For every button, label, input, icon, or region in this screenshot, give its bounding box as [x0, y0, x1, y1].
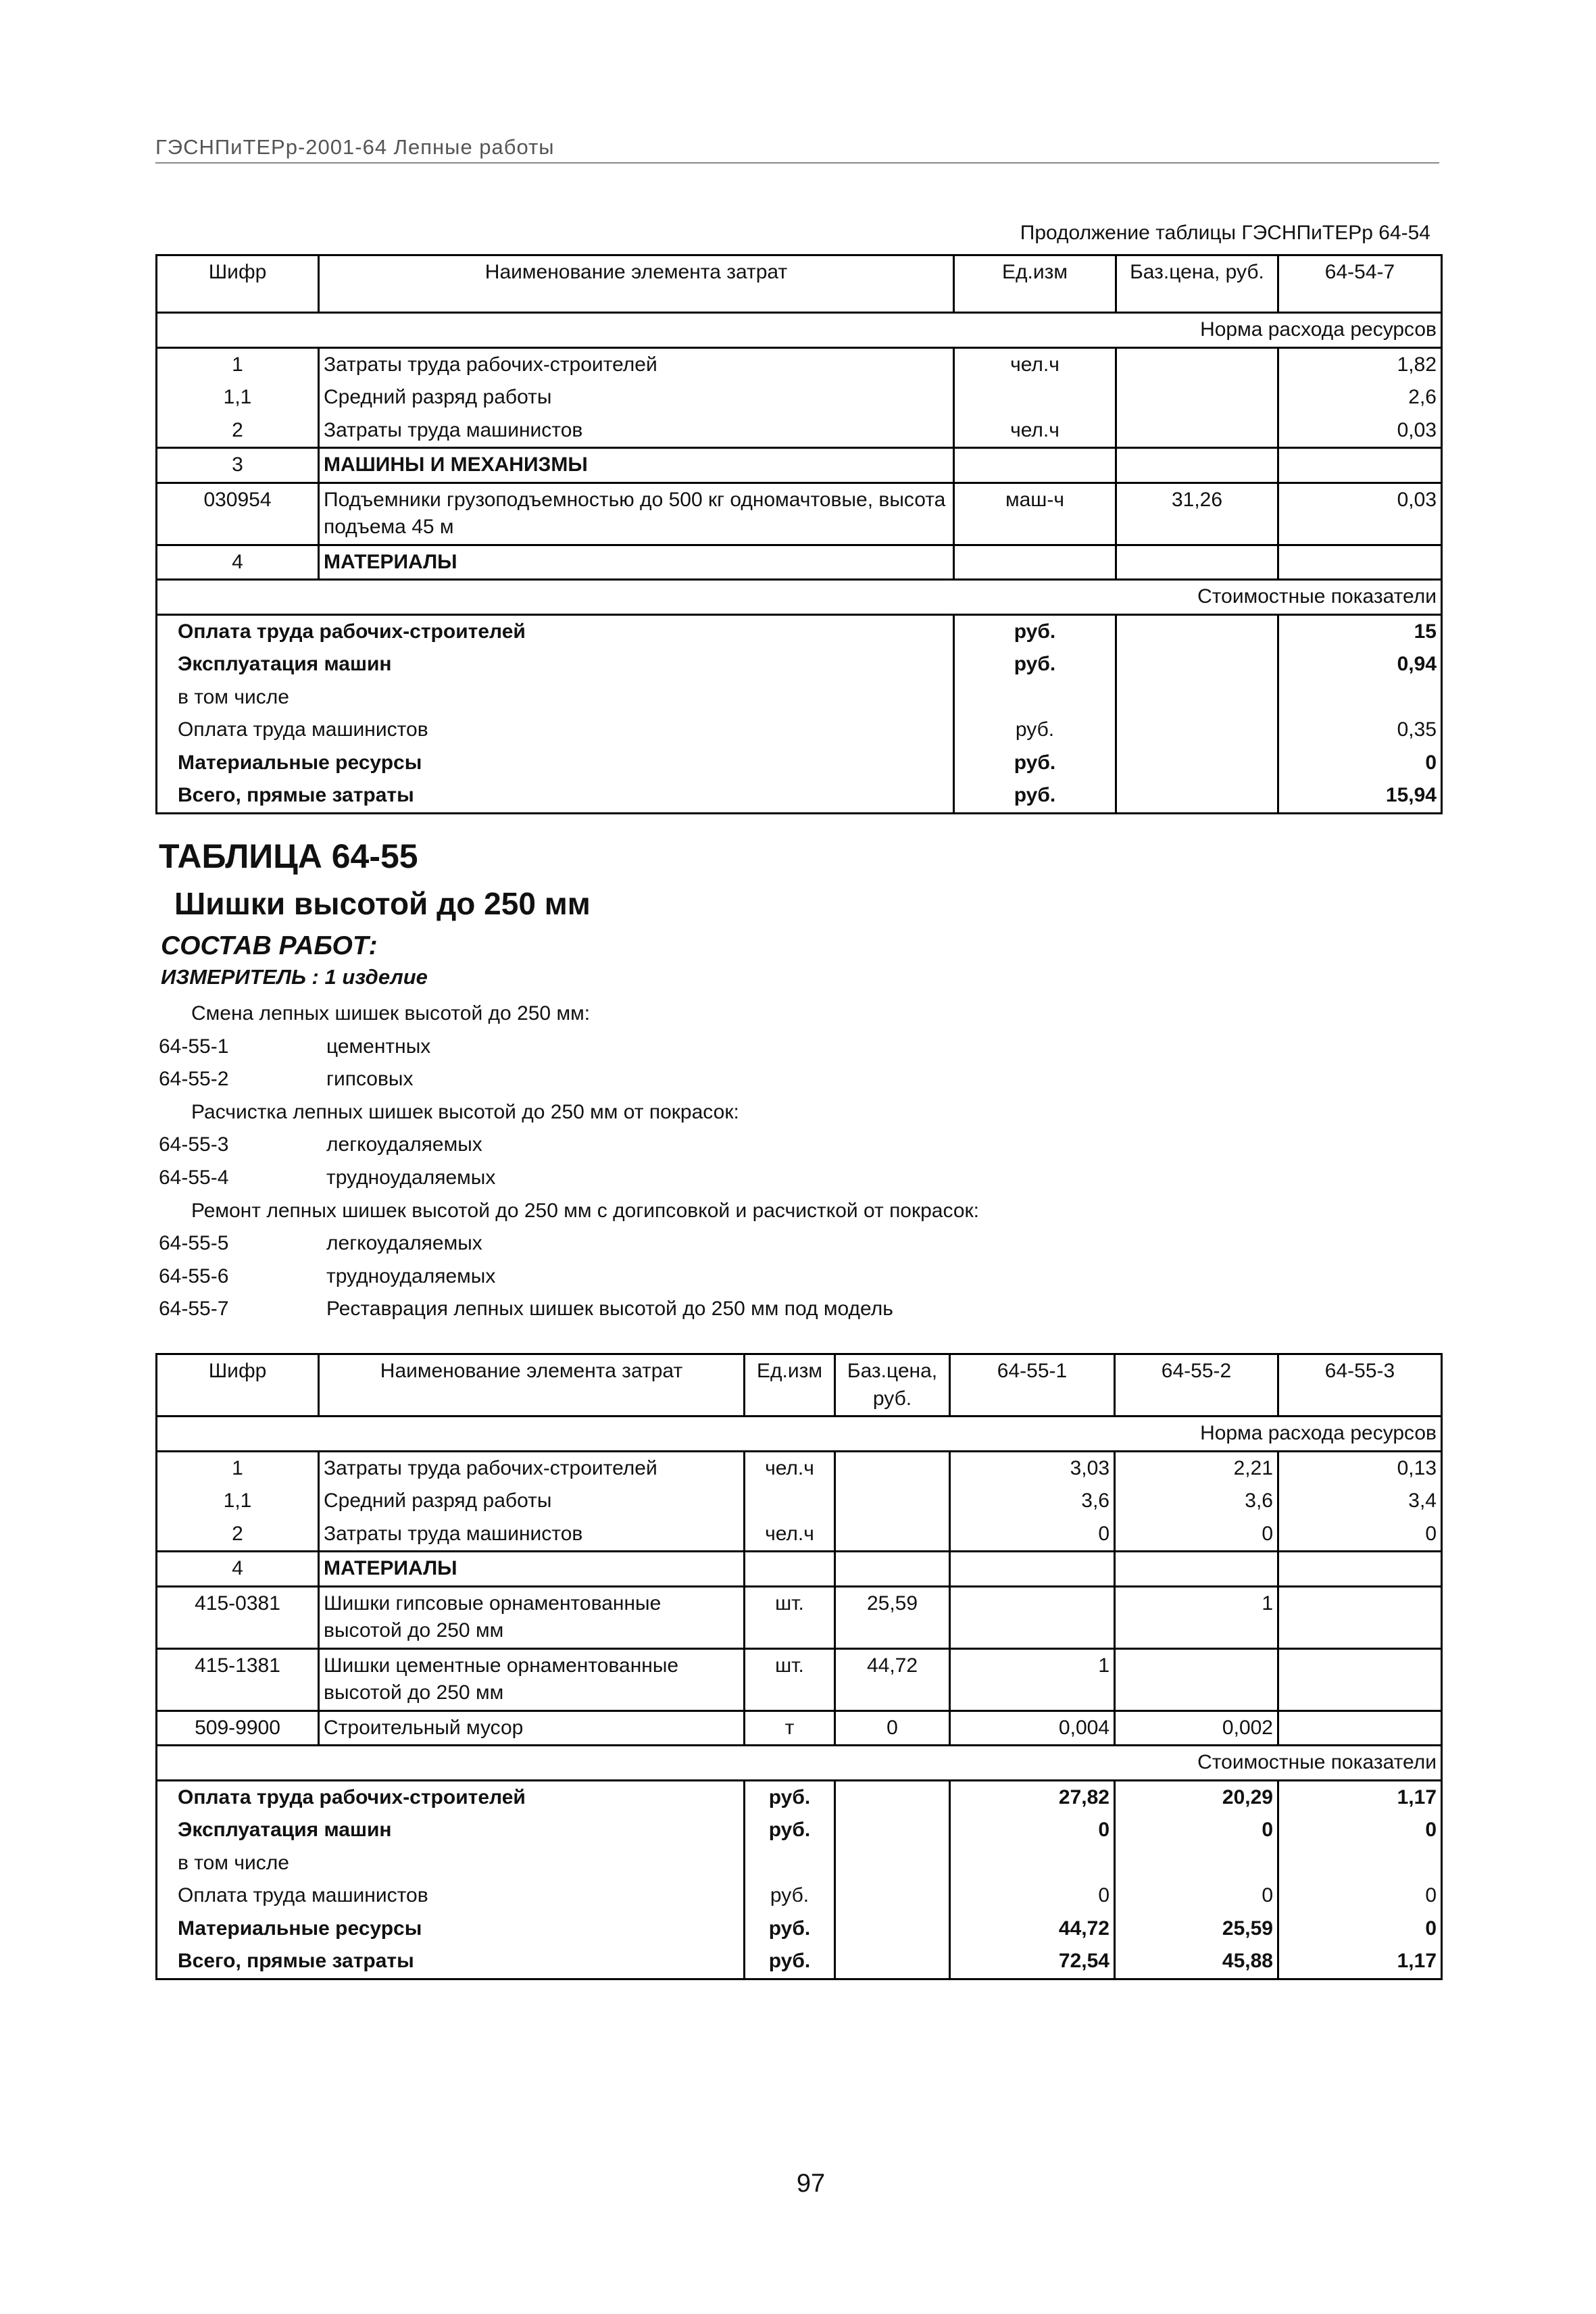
header-name: Наименование элемента затрат	[319, 1354, 745, 1417]
cost-value: 0	[950, 1879, 1115, 1913]
work-group: Расчистка лепных шишек высотой до 250 мм от покрасок:	[191, 1100, 739, 1123]
cell-name: Подъемники грузоподъемностью до 500 кг одномачтовые, высота подъема 45 м	[319, 483, 954, 545]
cost-name: в том числе	[157, 1847, 745, 1880]
cell-code: 3	[157, 448, 319, 483]
cost-value: 0	[1278, 1814, 1442, 1847]
work-item-text: цементных	[326, 1035, 431, 1058]
cost-price	[1116, 648, 1278, 681]
cell-value: 0,002	[1115, 1710, 1278, 1746]
cost-unit	[745, 1847, 835, 1880]
cost-row	[157, 1913, 1442, 1946]
cell-unit	[954, 545, 1116, 580]
cost-row	[157, 779, 1442, 813]
cell-name: Затраты труда машинистов	[319, 1518, 745, 1552]
work-item-text: легкоудаляемых	[326, 1133, 482, 1156]
cost-price	[1116, 614, 1278, 648]
cost-row	[157, 681, 1442, 714]
resource-table-64-55	[155, 1353, 1443, 1980]
cell-value	[1278, 545, 1442, 580]
cell-unit	[954, 381, 1116, 414]
work-item	[159, 1129, 1429, 1162]
norm-label: Норма расхода ресурсов	[157, 313, 1442, 348]
cost-value: 0	[1278, 1913, 1442, 1946]
cost-name: Эксплуатация машин	[157, 1814, 745, 1847]
resource-table-64-54	[155, 254, 1443, 814]
table-row	[157, 1648, 1442, 1710]
cost-row	[157, 1814, 1442, 1847]
work-item-text: трудноудаляемых	[326, 1264, 496, 1287]
cell-price	[835, 1518, 950, 1552]
table-row	[157, 1586, 1442, 1648]
table-title: ТАБЛИЦА 64-55	[159, 837, 418, 875]
cell-value: 3,6	[950, 1485, 1115, 1518]
cost-value: 45,88	[1115, 1945, 1278, 1979]
cell-unit	[745, 1552, 835, 1587]
cost-value: 0	[950, 1814, 1115, 1847]
cell-value: 3,03	[950, 1451, 1115, 1485]
cell-unit: чел.ч	[954, 347, 1116, 381]
cell-value: 1	[1115, 1586, 1278, 1648]
table-row	[157, 483, 1442, 545]
cost-label: Стоимостные показатели	[157, 1746, 1442, 1781]
cost-price	[835, 1847, 950, 1880]
cell-value	[1278, 1710, 1442, 1746]
cost-name: Оплата труда машинистов	[157, 1879, 745, 1913]
cell-unit: т	[745, 1710, 835, 1746]
header-base-price: Баз.цена, руб.	[835, 1354, 950, 1417]
cell-code: 030954	[157, 483, 319, 545]
cell-price	[1116, 347, 1278, 381]
work-group: Ремонт лепных шишек высотой до 250 мм с догипсовкой и расчисткой от покрасок:	[191, 1199, 979, 1222]
cell-value: 0,13	[1278, 1451, 1442, 1485]
cell-price: 31,26	[1116, 483, 1278, 545]
cost-name: Материальные ресурсы	[157, 1913, 745, 1946]
cell-name: Строительный мусор	[319, 1710, 745, 1746]
cost-price	[835, 1814, 950, 1847]
cell-name: Средний разряд работы	[319, 381, 954, 414]
cost-body	[157, 614, 1442, 813]
header-unit: Ед.изм	[745, 1354, 835, 1417]
cell-price	[1116, 381, 1278, 414]
cost-row	[157, 747, 1442, 780]
cell-code: 1,1	[157, 1485, 319, 1518]
cost-row	[157, 714, 1442, 747]
cell-unit: чел.ч	[745, 1451, 835, 1485]
cell-value: 2,21	[1115, 1451, 1278, 1485]
cell-value: 0,03	[1278, 483, 1442, 545]
cost-price	[1116, 714, 1278, 747]
work-item	[159, 1162, 1429, 1195]
cell-code: 4	[157, 545, 319, 580]
cell-price	[835, 1451, 950, 1485]
cell-value	[950, 1586, 1115, 1648]
cell-price	[1116, 414, 1278, 448]
cost-unit	[954, 681, 1116, 714]
cost-name: Всего, прямые затраты	[157, 779, 954, 813]
cost-name: Эксплуатация машин	[157, 648, 954, 681]
cell-code: 2	[157, 1518, 319, 1552]
cost-value: 20,29	[1115, 1780, 1278, 1814]
cost-unit: руб.	[745, 1780, 835, 1814]
table-row	[157, 1518, 1442, 1552]
cell-value: 3,6	[1115, 1485, 1278, 1518]
header-col-64-55-2: 64-55-2	[1115, 1354, 1278, 1417]
cost-name: в том числе	[157, 681, 954, 714]
cell-code: 1	[157, 1451, 319, 1485]
cell-price: 44,72	[835, 1648, 950, 1710]
page-number: 97	[796, 2169, 826, 2198]
work-item-code: 64-55-1	[159, 1035, 229, 1058]
cell-value	[1278, 1648, 1442, 1710]
cost-unit: руб.	[954, 747, 1116, 780]
cost-value: 0,35	[1278, 714, 1442, 747]
cost-value: 0	[1278, 1879, 1442, 1913]
cost-row	[157, 1879, 1442, 1913]
table-row	[157, 448, 1442, 483]
cost-unit: руб.	[954, 648, 1116, 681]
cell-name: Затраты труда рабочих-строителей	[319, 1451, 745, 1485]
cell-price: 0	[835, 1710, 950, 1746]
cell-value	[1115, 1552, 1278, 1587]
cost-label: Стоимостные показатели	[157, 580, 1442, 615]
cell-value: 0,03	[1278, 414, 1442, 448]
cost-row	[157, 1847, 1442, 1880]
header-col-64-55-3: 64-55-3	[1278, 1354, 1442, 1417]
cell-code: 415-1381	[157, 1648, 319, 1710]
cell-unit: маш-ч	[954, 483, 1116, 545]
cost-price	[835, 1879, 950, 1913]
cost-value: 15	[1278, 614, 1442, 648]
cell-name: МАШИНЫ И МЕХАНИЗМЫ	[319, 448, 954, 483]
cell-code: 1,1	[157, 381, 319, 414]
cost-value: 25,59	[1115, 1913, 1278, 1946]
cell-value: 0	[950, 1518, 1115, 1552]
cost-unit: руб.	[954, 714, 1116, 747]
work-item-text: гипсовых	[326, 1068, 414, 1091]
table-row	[157, 1710, 1442, 1746]
work-item-text: трудноудаляемых	[326, 1166, 496, 1189]
work-item	[159, 1031, 1429, 1064]
cost-name: Материальные ресурсы	[157, 747, 954, 780]
cell-value: 0	[1278, 1518, 1442, 1552]
cell-unit	[745, 1485, 835, 1518]
cell-value	[950, 1552, 1115, 1587]
cell-code: 4	[157, 1552, 319, 1587]
norm-label: Норма расхода ресурсов	[157, 1417, 1442, 1452]
table-subtitle: Шишки высотой до 250 мм	[174, 886, 591, 921]
cell-value	[1278, 1552, 1442, 1587]
cost-row	[157, 614, 1442, 648]
cell-name: Затраты труда машинистов	[319, 414, 954, 448]
cell-name: Затраты труда рабочих-строителей	[319, 347, 954, 381]
cost-price	[1116, 681, 1278, 714]
work-item-code: 64-55-7	[159, 1298, 229, 1321]
cost-value	[1278, 1847, 1442, 1880]
cell-unit	[954, 448, 1116, 483]
cost-name: Оплата труда рабочих-строителей	[157, 1780, 745, 1814]
table-body	[157, 1451, 1442, 1746]
work-item	[159, 1063, 1429, 1096]
cost-name: Оплата труда рабочих-строителей	[157, 614, 954, 648]
cell-value: 1	[950, 1648, 1115, 1710]
cost-unit: руб.	[954, 614, 1116, 648]
cost-price	[835, 1780, 950, 1814]
cost-name: Всего, прямые затраты	[157, 1945, 745, 1979]
cost-value: 27,82	[950, 1780, 1115, 1814]
cell-price	[1116, 545, 1278, 580]
cell-value: 0,004	[950, 1710, 1115, 1746]
cost-value: 0,94	[1278, 648, 1442, 681]
cost-row	[157, 648, 1442, 681]
cost-price	[835, 1945, 950, 1979]
table-row	[157, 1451, 1442, 1485]
table-row	[157, 1485, 1442, 1518]
cost-value: 1,17	[1278, 1780, 1442, 1814]
table-row	[157, 381, 1442, 414]
cost-value	[1278, 681, 1442, 714]
header-col-64-54-7: 64-54-7	[1278, 255, 1442, 313]
work-item-text: Реставрация лепных шишек высотой до 250 мм под модель	[326, 1298, 893, 1321]
work-item-text: легкоудаляемых	[326, 1232, 482, 1255]
cell-value	[1278, 1586, 1442, 1648]
cost-row	[157, 1945, 1442, 1979]
header-code: Шифр	[157, 1354, 319, 1417]
cost-unit: руб.	[745, 1814, 835, 1847]
cell-name: МАТЕРИАЛЫ	[319, 1552, 745, 1587]
cost-value: 0	[1278, 747, 1442, 780]
cost-value	[1115, 1847, 1278, 1880]
header-col-64-55-1: 64-55-1	[950, 1354, 1115, 1417]
cost-name: Оплата труда машинистов	[157, 714, 954, 747]
cell-code: 509-9900	[157, 1710, 319, 1746]
cost-body	[157, 1780, 1442, 1979]
header-code: Шифр	[157, 255, 319, 313]
table-row	[157, 414, 1442, 448]
cell-value: 1,82	[1278, 347, 1442, 381]
cost-value: 1,17	[1278, 1945, 1442, 1979]
running-head: ГЭСНПиТЕРр-2001-64 Лепные работы	[155, 135, 1439, 164]
continuation-caption: Продолжение таблицы ГЭСНПиТЕРр 64-54	[1020, 222, 1430, 244]
header-unit: Ед.изм	[954, 255, 1116, 313]
header-base-price: Баз.цена, руб.	[1116, 255, 1278, 313]
cell-code: 2	[157, 414, 319, 448]
cost-unit: руб.	[954, 779, 1116, 813]
cell-price	[1116, 448, 1278, 483]
table-row	[157, 1552, 1442, 1587]
cell-name: Шишки гипсовые орнаментованные высотой до 250 мм	[319, 1586, 745, 1648]
cell-price: 25,59	[835, 1586, 950, 1648]
cost-value: 15,94	[1278, 779, 1442, 813]
table-body	[157, 347, 1442, 580]
cell-code: 1	[157, 347, 319, 381]
cell-unit: шт.	[745, 1586, 835, 1648]
cost-value: 72,54	[950, 1945, 1115, 1979]
cost-unit: руб.	[745, 1913, 835, 1946]
cell-unit: чел.ч	[954, 414, 1116, 448]
cost-row	[157, 1780, 1442, 1814]
work-item	[159, 1260, 1429, 1294]
cell-unit: шт.	[745, 1648, 835, 1710]
cell-value: 2,6	[1278, 381, 1442, 414]
cell-code: 415-0381	[157, 1586, 319, 1648]
table-row	[157, 545, 1442, 580]
cell-name: МАТЕРИАЛЫ	[319, 545, 954, 580]
cell-value	[1278, 448, 1442, 483]
cost-value: 44,72	[950, 1913, 1115, 1946]
work-item-code: 64-55-5	[159, 1232, 229, 1255]
work-item	[159, 1293, 1429, 1326]
meter-line: ИЗМЕРИТЕЛЬ : 1 изделие	[161, 965, 428, 989]
work-group: Смена лепных шишек высотой до 250 мм:	[191, 1002, 591, 1025]
cost-price	[1116, 779, 1278, 813]
cost-price	[835, 1913, 950, 1946]
cell-name: Средний разряд работы	[319, 1485, 745, 1518]
header-name: Наименование элемента затрат	[319, 255, 954, 313]
cost-unit: руб.	[745, 1945, 835, 1979]
cell-name: Шишки цементные орнаментованные высотой до 250 мм	[319, 1648, 745, 1710]
cell-value: 0	[1115, 1518, 1278, 1552]
cell-price	[835, 1485, 950, 1518]
cost-unit: руб.	[745, 1879, 835, 1913]
work-item-code: 64-55-3	[159, 1133, 229, 1156]
work-item	[159, 1227, 1429, 1260]
cell-value	[1115, 1648, 1278, 1710]
cost-value	[950, 1847, 1115, 1880]
work-item-code: 64-55-6	[159, 1264, 229, 1287]
cell-price	[835, 1552, 950, 1587]
cost-value: 0	[1115, 1814, 1278, 1847]
work-list	[159, 998, 1429, 1326]
work-item-code: 64-55-2	[159, 1068, 229, 1091]
cell-unit: чел.ч	[745, 1518, 835, 1552]
work-item-code: 64-55-4	[159, 1166, 229, 1189]
cost-price	[1116, 747, 1278, 780]
table-row	[157, 347, 1442, 381]
cell-value: 3,4	[1278, 1485, 1442, 1518]
cost-value: 0	[1115, 1879, 1278, 1913]
work-composition-heading: СОСТАВ РАБОТ:	[161, 931, 378, 960]
